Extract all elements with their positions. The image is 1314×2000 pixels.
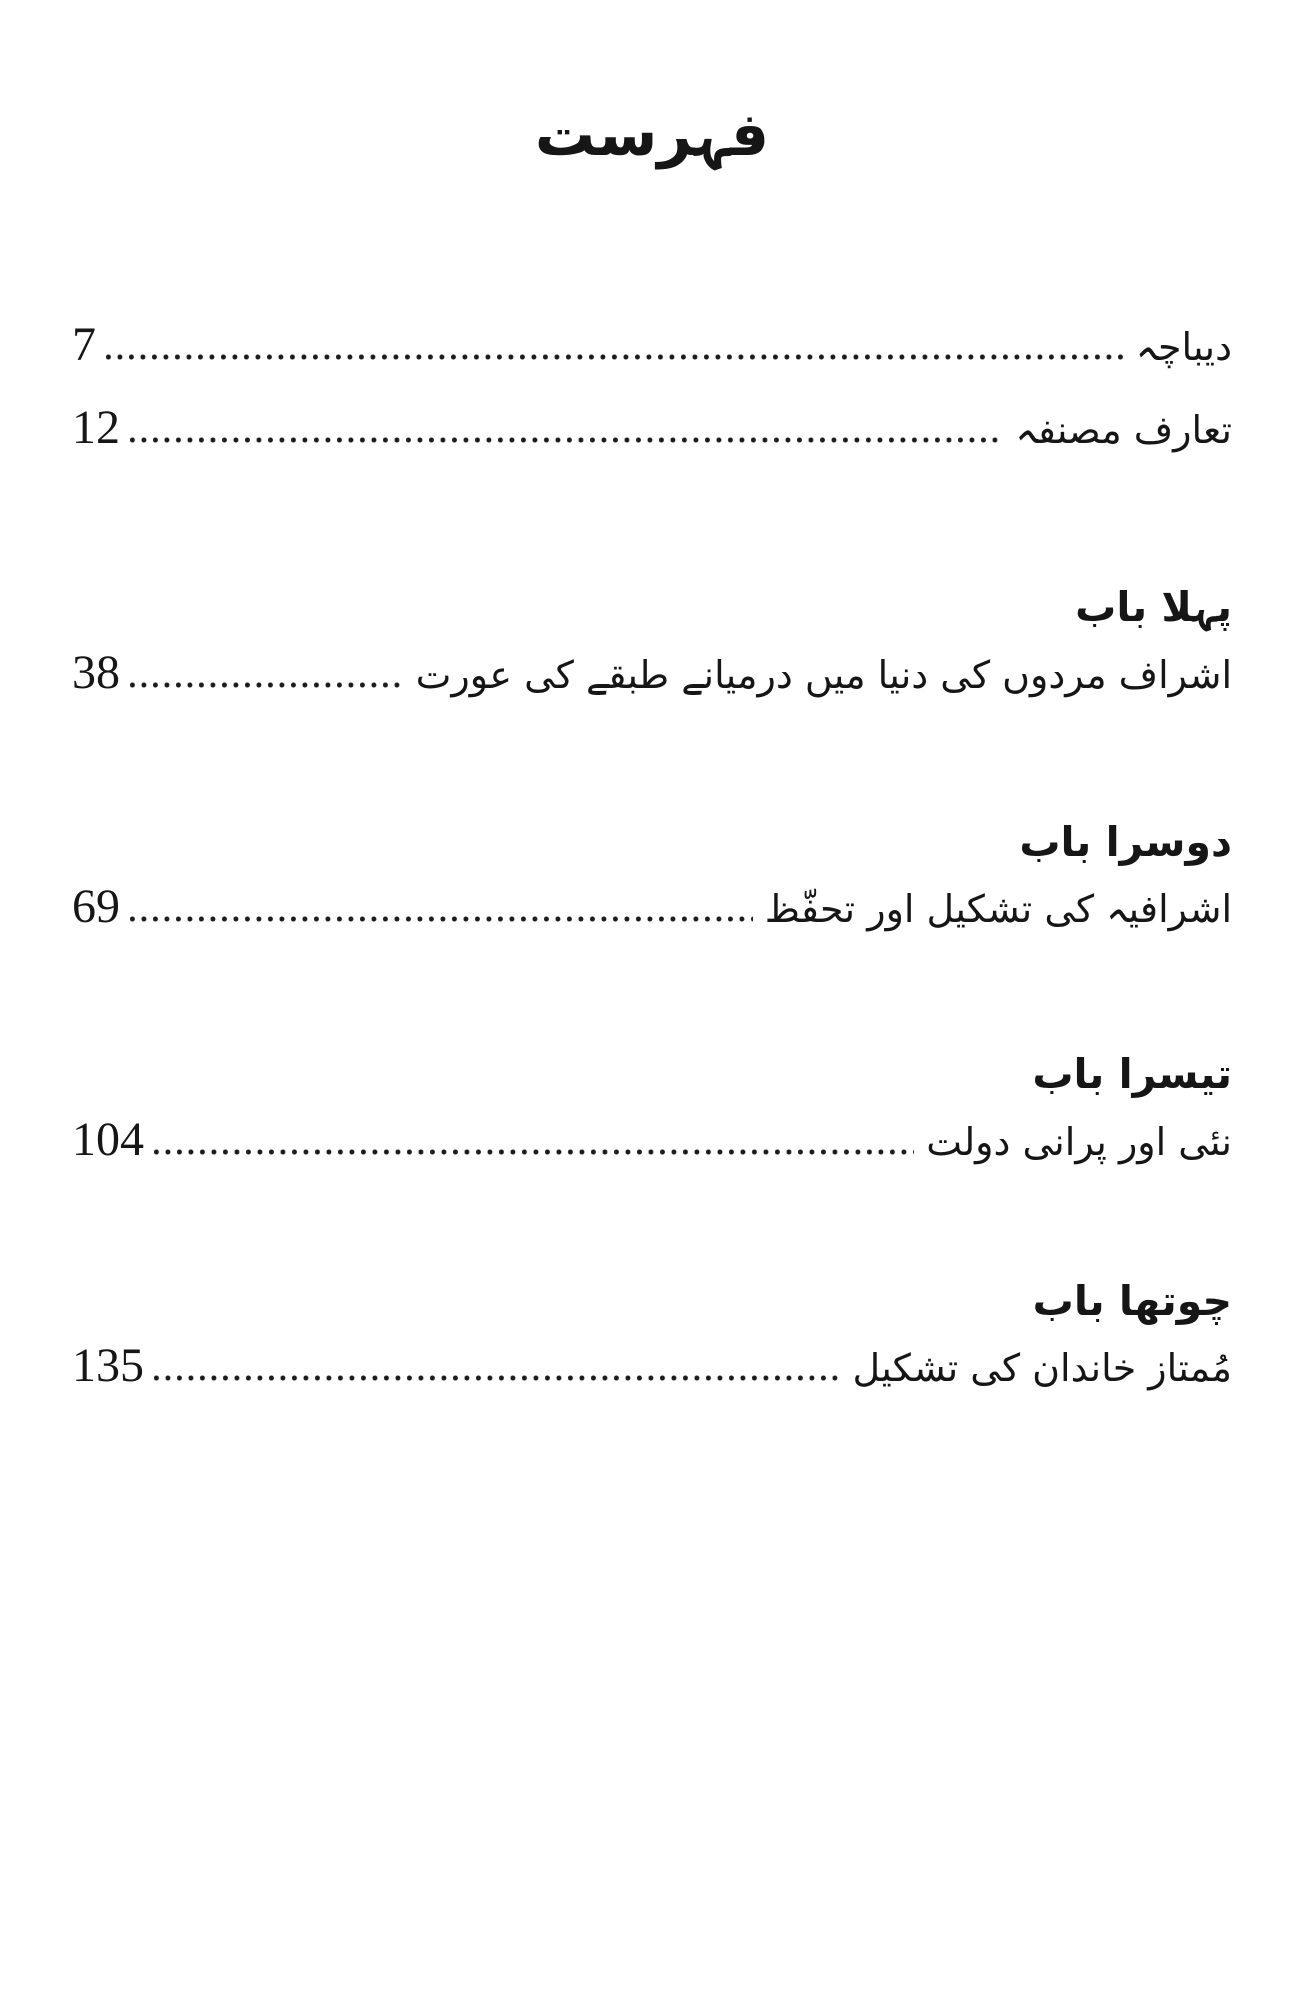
dotted-leader — [154, 1149, 914, 1155]
toc-entry — [72, 1340, 1232, 1397]
chapter-heading: چوتھا باب — [1032, 1276, 1232, 1325]
chapter-heading: دوسرا باب — [1019, 817, 1232, 866]
page-title: فہرست — [534, 100, 770, 170]
dotted-leader — [130, 682, 404, 688]
chapter-heading: پہلا باب — [1075, 583, 1232, 631]
toc-entry-title: اشراف مردوں کی دنیا میں درمیانے طبقے کی عورت — [415, 652, 1232, 697]
toc-entry-title: دیباچہ — [1135, 325, 1232, 369]
toc-entry — [72, 319, 1232, 376]
toc-entry-page-number: 104 — [72, 1112, 144, 1166]
dotted-leader — [154, 1375, 841, 1381]
toc-entry-page-number: 135 — [72, 1339, 144, 1392]
dotted-leader — [106, 354, 1124, 360]
toc-entry — [72, 647, 1232, 704]
toc-entry-page-number: 7 — [72, 318, 96, 371]
toc-entry-title: اشرافیہ کی تشکیل اور تحفّظ — [764, 887, 1232, 931]
toc-entry-page-number: 12 — [72, 401, 120, 454]
toc-entry — [72, 881, 1232, 938]
toc-entry-title: تعارف مصنفہ — [1015, 408, 1232, 452]
dotted-leader — [130, 916, 753, 922]
toc-entry-page-number: 38 — [72, 645, 120, 699]
toc-entry-page-number: 69 — [72, 880, 120, 933]
chapter-heading: تیسرا باب — [1032, 1050, 1232, 1098]
toc-entry-title: نئی اور پرانی دولت — [926, 1119, 1232, 1164]
toc-entry — [72, 402, 1232, 459]
toc-entry-title: مُمتاز خاندان کی تشکیل — [852, 1346, 1232, 1390]
dotted-leader — [130, 437, 1003, 443]
toc-entry — [72, 1114, 1232, 1171]
